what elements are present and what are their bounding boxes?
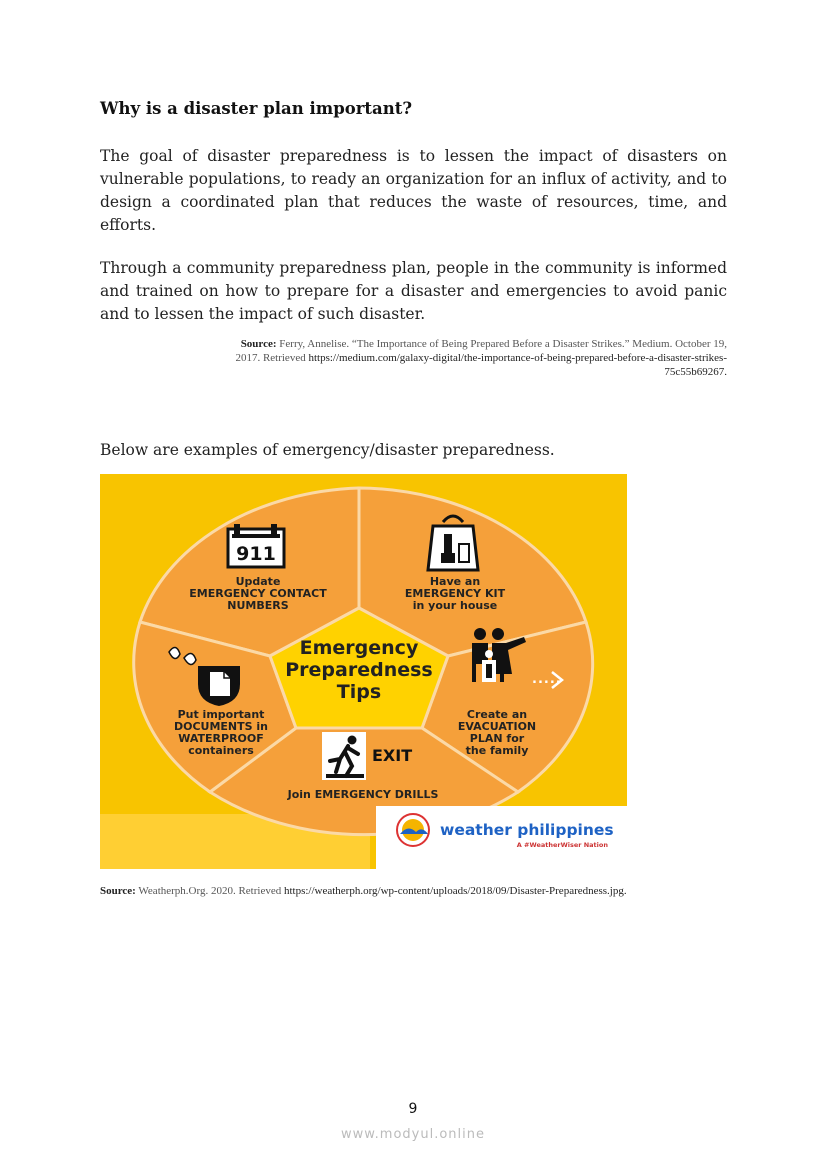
paragraph-goal: The goal of disaster preparedness is to lessen the impact of disasters on vulnerable populations, to ready an organization for an influx of activity, and to design a coordinated plan that reduces the waste of resources, time, and efforts. <box>100 147 727 234</box>
tip-evacuation-line3: PLAN for <box>469 732 525 745</box>
tip-documents-line4: containers <box>188 744 254 757</box>
examples-intro: Below are examples of emergency/disaster preparedness. <box>100 441 555 459</box>
source-text: Ferry, Annelise. “The Importance of Being Prepared Before a Disaster Strikes.” Medium. October 19, 2017. Retrieved <box>235 338 727 364</box>
source-citation-weatherph <box>100 884 727 898</box>
center-title-line3: Tips <box>336 681 382 703</box>
page-number: 9 <box>408 1101 418 1117</box>
tip-documents-line3: WATERPROOF <box>178 732 264 745</box>
tip-evacuation-line1: Create an <box>466 708 528 721</box>
tip-drills: Join EMERGENCY DRILLS <box>287 788 439 801</box>
source-label: Source: <box>240 338 277 350</box>
calendar-911-icon <box>228 524 284 567</box>
tip-contacts-line1: Update <box>235 575 281 588</box>
tip-evacuation-line4: the family <box>465 744 529 757</box>
tip-kit-line1: Have an <box>429 575 481 588</box>
source-citation-medium <box>230 337 727 379</box>
tip-evacuation-line2: EVACUATION <box>457 720 537 733</box>
source2-label: Source: <box>100 885 136 897</box>
watermark: www.modyul.online <box>340 1127 486 1142</box>
tip-documents-line1: Put important <box>177 708 265 721</box>
exit-runner-icon <box>322 732 366 780</box>
tip-kit-line3: in your house <box>412 599 498 612</box>
tip-contacts-line2: EMERGENCY CONTACT <box>189 587 327 600</box>
paragraph-community-plan: Through a community preparedness plan, people in the community is informed and trained on how to prepare for a disaster and emergencies to avoid panic and to lessen the impact of such disaster. <box>100 259 727 323</box>
section-heading: Why is a disaster plan important? <box>100 99 413 118</box>
center-title-line1: Emergency <box>299 637 419 659</box>
svg-text:.....: ..... <box>532 672 562 687</box>
tip-contacts-line3: NUMBERS <box>227 599 289 612</box>
tip-documents-line2: DOCUMENTS in <box>173 720 269 733</box>
brand-name: weather philippines <box>440 821 614 839</box>
exit-sign-text: EXIT <box>372 746 413 765</box>
preparedness-infographic <box>100 474 627 869</box>
source-url[interactable]: https://medium.com/galaxy-digital/the-importance-of-being-prepared-before-a-disaster-strikes-75c55b69267. <box>308 352 727 378</box>
source2-text: Weatherph.Org. 2020. Retrieved <box>138 885 282 897</box>
tip-kit-line2: EMERGENCY KIT <box>404 587 506 600</box>
badge-911: 911 <box>236 543 276 565</box>
source2-url[interactable]: https://weatherph.org/wp-content/uploads/2018/09/Disaster-Preparedness.jpg. <box>283 885 627 897</box>
weather-philippines-logo-box <box>376 806 627 869</box>
center-title-line2: Preparedness <box>285 659 433 681</box>
brand-tagline: A #WeatherWiser Nation <box>516 841 608 849</box>
